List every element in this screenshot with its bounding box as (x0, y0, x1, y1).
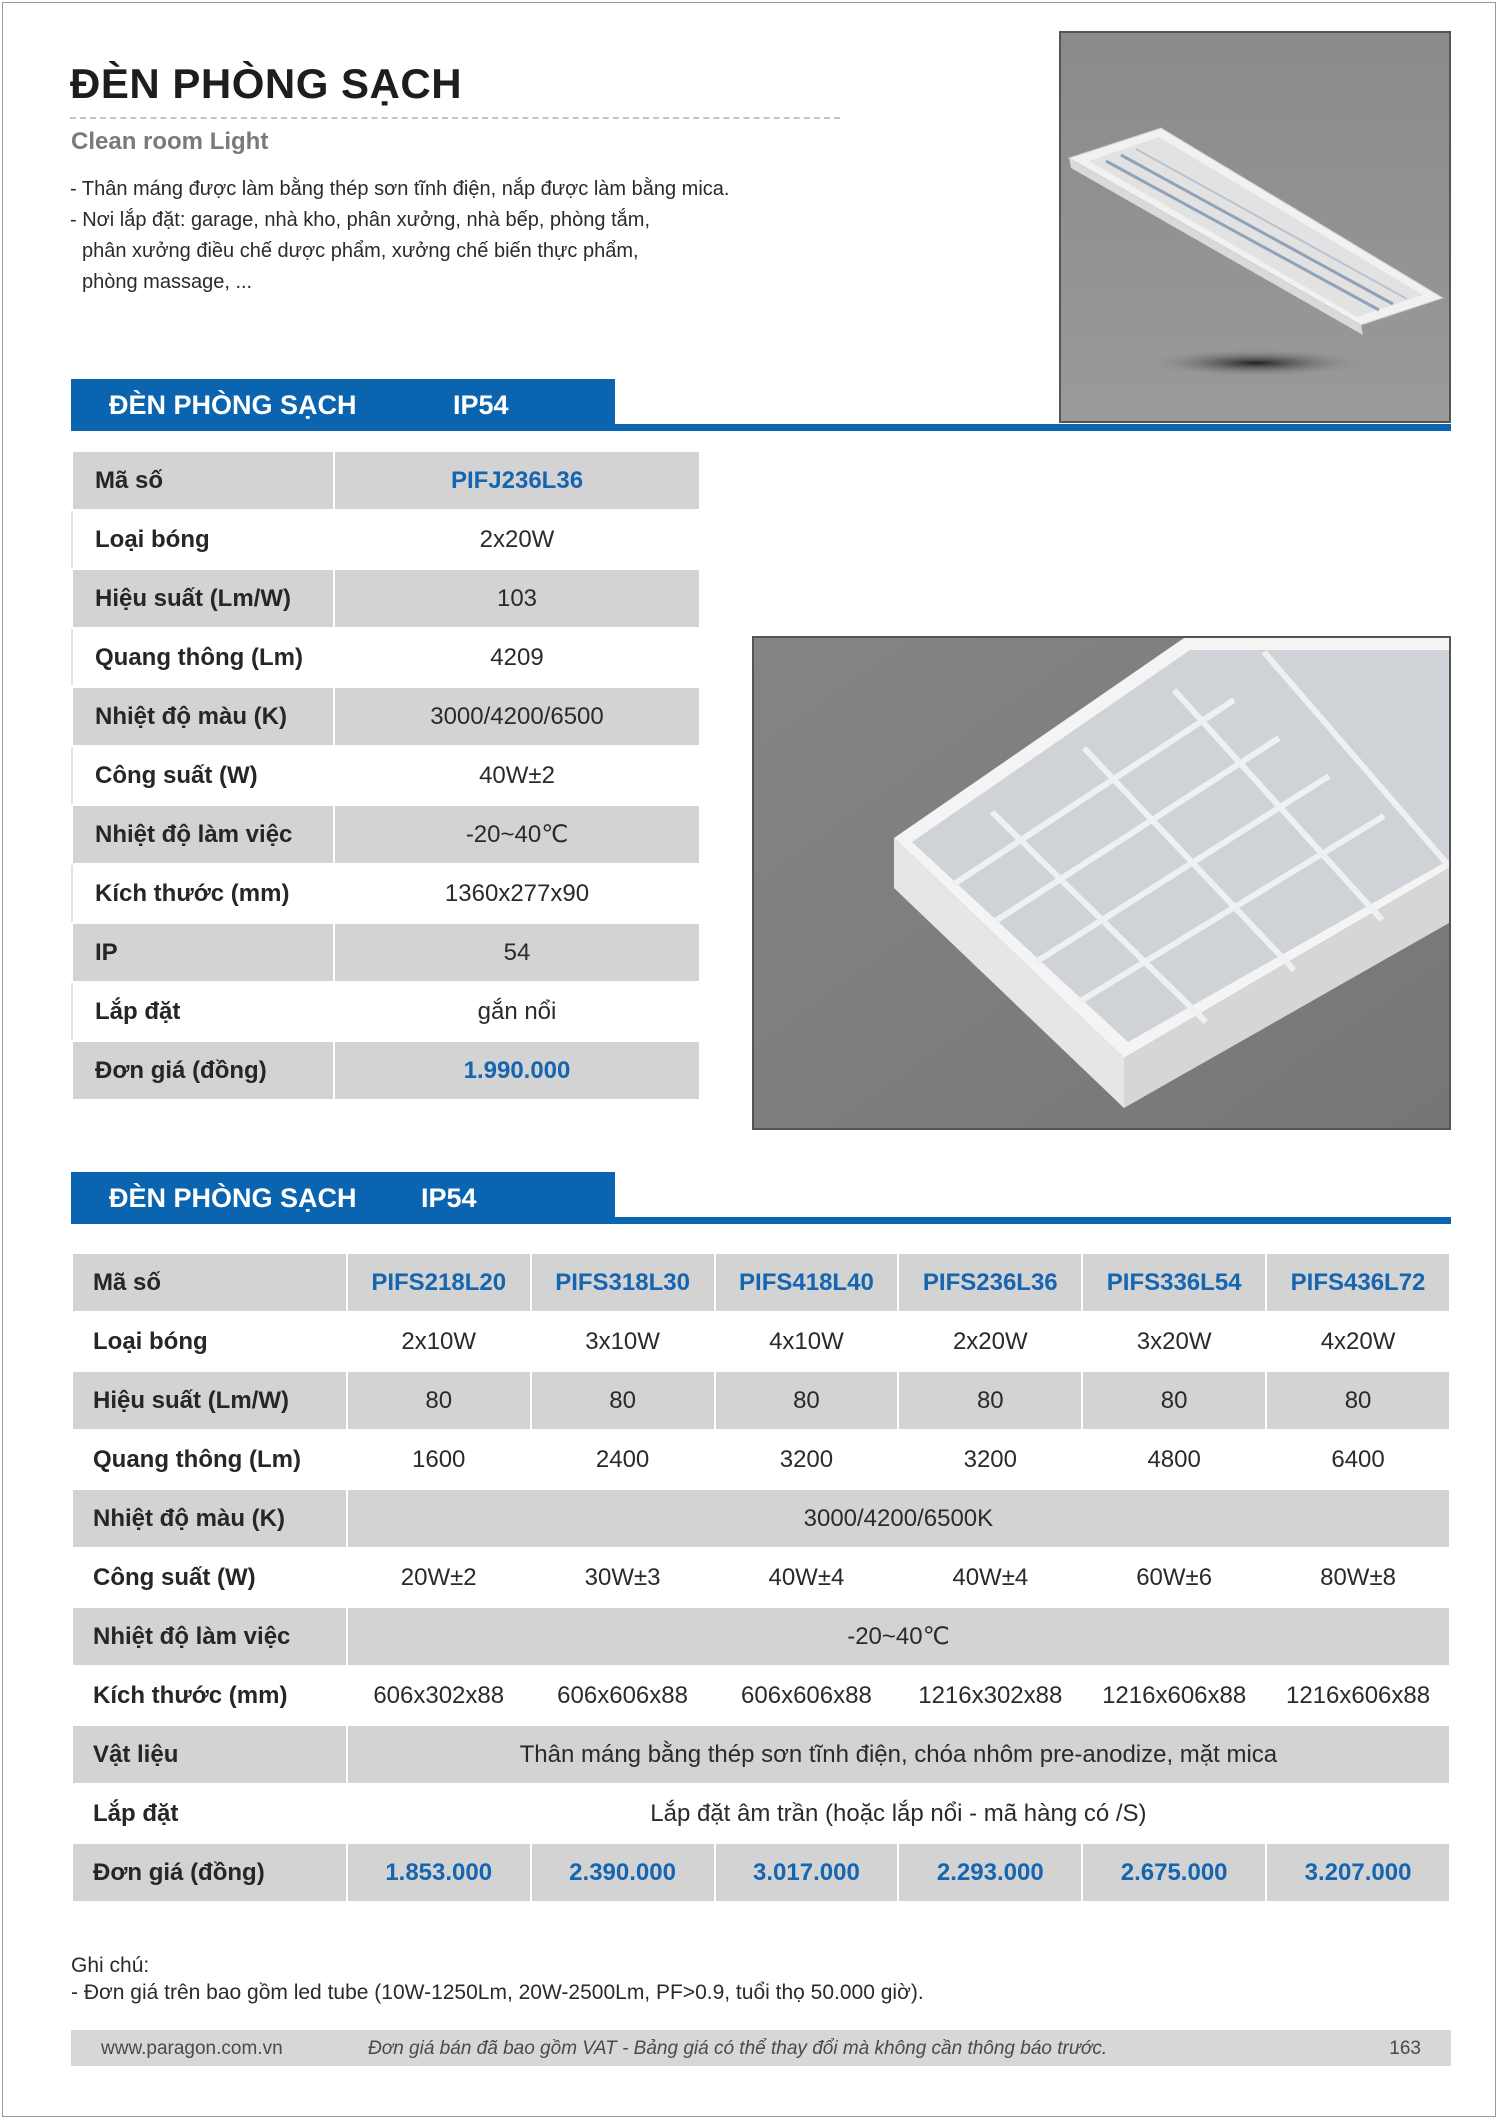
cell-value: 3x10W (531, 1312, 715, 1371)
row-label: Loại bóng (72, 1312, 347, 1371)
row-value: -20~40℃ (334, 805, 700, 864)
product-photo-recessed-light (752, 636, 1451, 1130)
row-label: Nhiệt độ làm việc (72, 805, 334, 864)
row-label: Quang thông (Lm) (72, 628, 334, 687)
section-tab (71, 379, 615, 429)
desc-line: - Nơi lắp đặt: garage, nhà kho, phân xưởng, nhà bếp, phòng tắm, (70, 209, 650, 231)
cell-value: Lắp đặt âm trần (hoặc lắp nổi - mã hàng có /S) (347, 1784, 1450, 1843)
cell-value: 606x606x88 (531, 1666, 715, 1725)
row-value: 3000/4200/6500 (334, 687, 700, 746)
cell-value: 80 (1266, 1371, 1450, 1430)
product-description (70, 174, 729, 298)
row-label: Nhiệt độ màu (K) (72, 687, 334, 746)
cell-value: 3200 (715, 1430, 899, 1489)
cell-value: 1216x606x88 (1266, 1666, 1450, 1725)
row-value: 103 (334, 569, 700, 628)
row-label: Đơn giá (đồng) (72, 1041, 334, 1100)
row-label: Kích thước (mm) (72, 864, 334, 923)
row-value: 40W±2 (334, 746, 700, 805)
row-label: Vật liệu (72, 1725, 347, 1784)
row-label: Nhiệt độ làm việc (72, 1607, 347, 1666)
cell-value: 60W±6 (1082, 1548, 1266, 1607)
section-title: ĐÈN PHÒNG SẠCH (109, 1183, 357, 1213)
model-code: PIFJ236L36 (334, 451, 700, 510)
cell-value: 80W±8 (1266, 1548, 1450, 1607)
section-ip: IP54 (421, 1183, 477, 1213)
section-tab (71, 1172, 615, 1222)
row-label: Công suất (W) (72, 1548, 347, 1607)
cell-value: 40W±4 (898, 1548, 1082, 1607)
row-value: 1360x277x90 (334, 864, 700, 923)
section-header-1 (71, 379, 1451, 435)
cell-value: 3x20W (1082, 1312, 1266, 1371)
desc-line: - Thân máng được làm bằng thép sơn tĩnh điện, nắp được làm bằng mica. (70, 178, 730, 200)
cell-value: 80 (347, 1371, 531, 1430)
spec-table-2 (71, 1252, 1451, 1903)
unit-price: 2.390.000 (531, 1843, 715, 1902)
cell-value: 4x10W (715, 1312, 899, 1371)
section-ip: IP54 (453, 390, 509, 420)
cell-value: 1600 (347, 1430, 531, 1489)
cell-value: -20~40℃ (347, 1607, 1450, 1666)
cell-value: 4x20W (1266, 1312, 1450, 1371)
model-code: PIFS436L72 (1266, 1253, 1450, 1312)
unit-price: 3.017.000 (715, 1843, 899, 1902)
spec-table-1 (71, 450, 701, 1101)
cell-value: 2400 (531, 1430, 715, 1489)
page-subtitle: Clean room Light (71, 128, 269, 155)
cell-value: 3000/4200/6500K (347, 1489, 1450, 1548)
row-label: Hiệu suất (Lm/W) (72, 1371, 347, 1430)
unit-price: 1.990.000 (334, 1041, 700, 1100)
row-label: Lắp đặt (72, 1784, 347, 1843)
section-title: ĐÈN PHÒNG SẠCH (109, 390, 357, 420)
model-code: PIFS318L30 (531, 1253, 715, 1312)
note-block (71, 1952, 924, 2006)
row-label: Hiệu suất (Lm/W) (72, 569, 334, 628)
row-label: Đơn giá (đồng) (72, 1843, 347, 1902)
page-footer (71, 2030, 1451, 2066)
cell-value: 606x606x88 (715, 1666, 899, 1725)
row-label: Quang thông (Lm) (72, 1430, 347, 1489)
page-title: ĐÈN PHÒNG SẠCH (70, 60, 463, 107)
section-header-2 (71, 1172, 1451, 1228)
row-label: Lắp đặt (72, 982, 334, 1041)
cell-value: 2x20W (898, 1312, 1082, 1371)
row-label: Mã số (72, 1253, 347, 1312)
row-value: gắn nổi (334, 982, 700, 1041)
page-number: 163 (1389, 2038, 1421, 2059)
cell-value: 20W±2 (347, 1548, 531, 1607)
cell-value: 80 (898, 1371, 1082, 1430)
row-label: Mã số (72, 451, 334, 510)
row-label: Loại bóng (72, 510, 334, 569)
cell-value: 80 (531, 1371, 715, 1430)
row-label: Công suất (W) (72, 746, 334, 805)
desc-line: phòng massage, ... (82, 271, 253, 293)
cell-value: 606x302x88 (347, 1666, 531, 1725)
model-code: PIFS418L40 (715, 1253, 899, 1312)
row-label: Nhiệt độ màu (K) (72, 1489, 347, 1548)
product-photo-surface-light (1059, 31, 1451, 423)
row-value: 54 (334, 923, 700, 982)
row-label: IP (72, 923, 334, 982)
note-text: - Đơn giá trên bao gồm led tube (10W-1250Lm, 20W-2500Lm, PF>0.9, tuổi thọ 50.000 giờ). (71, 1981, 924, 2004)
cell-value: 30W±3 (531, 1548, 715, 1607)
cell-value: 80 (1082, 1371, 1266, 1430)
unit-price: 2.293.000 (898, 1843, 1082, 1902)
cell-value: 1216x606x88 (1082, 1666, 1266, 1725)
cell-value: 40W±4 (715, 1548, 899, 1607)
row-value: 4209 (334, 628, 700, 687)
cell-value: 4800 (1082, 1430, 1266, 1489)
cell-value: 6400 (1266, 1430, 1450, 1489)
model-code: PIFS236L36 (898, 1253, 1082, 1312)
cell-value: 1216x302x88 (898, 1666, 1082, 1725)
note-title: Ghi chú: (71, 1954, 150, 1977)
model-code: PIFS336L54 (1082, 1253, 1266, 1312)
cell-value: 2x10W (347, 1312, 531, 1371)
cell-value: 3200 (898, 1430, 1082, 1489)
unit-price: 3.207.000 (1266, 1843, 1450, 1902)
cell-value: Thân máng bằng thép sơn tĩnh điện, chóa nhôm pre-anodize, mặt mica (347, 1725, 1450, 1784)
footer-website: www.paragon.com.vn (101, 2038, 283, 2059)
unit-price: 1.853.000 (347, 1843, 531, 1902)
title-divider (70, 117, 840, 119)
model-code: PIFS218L20 (347, 1253, 531, 1312)
cell-value: 80 (715, 1371, 899, 1430)
unit-price: 2.675.000 (1082, 1843, 1266, 1902)
row-label: Kích thước (mm) (72, 1666, 347, 1725)
desc-line: phân xưởng điều chế dược phẩm, xưởng chế biến thực phẩm, (82, 240, 639, 262)
footer-disclaimer: Đơn giá bán đã bao gồm VAT - Bảng giá có thể thay đổi mà không cần thông báo trước. (368, 2038, 1108, 2059)
row-value: 2x20W (334, 510, 700, 569)
